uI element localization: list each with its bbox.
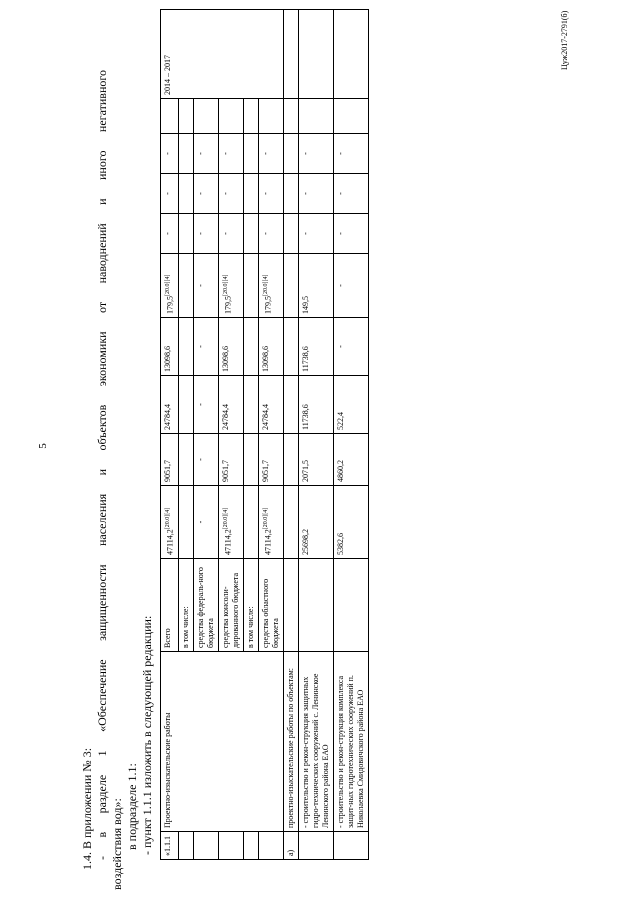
value-cell: - <box>333 214 368 254</box>
value-cell: 9051,7 <box>258 434 283 486</box>
value-cell: - <box>193 434 218 486</box>
value-cell: 13098,6 <box>218 318 243 376</box>
value-cell: 11738,6 <box>298 318 333 376</box>
table-row <box>298 10 333 860</box>
value-cell: - <box>258 174 283 214</box>
item-name: - строительство и рекон-струкция защитных гидро-технических сооружений с. Ленинское Ленинского района ЕАО <box>298 652 333 832</box>
value-cell: 9051,7 <box>218 434 243 486</box>
value-cell: - <box>258 214 283 254</box>
value-cell: 13098,6 <box>258 318 283 376</box>
value-cell: 13098,6 <box>161 318 179 376</box>
value-cell: - <box>298 134 333 174</box>
value-cell: - <box>161 214 179 254</box>
value-cell: 11738,6 <box>298 376 333 434</box>
intro-text <box>80 70 155 890</box>
intro-line-5: - пункт 1.1.1 изложить в следующей редакции: <box>140 615 154 855</box>
empty-cell <box>161 99 179 134</box>
empty-cell <box>218 832 243 860</box>
funding-source: средства консоли-дированного бюджета <box>218 559 243 652</box>
rotated-page-content <box>10 20 630 890</box>
item-name: Проектно-изыскательские работы <box>161 652 284 832</box>
value-cell: - <box>193 214 218 254</box>
value-cell: 24784,4 <box>218 376 243 434</box>
value-cell: 47114,2[20.0][4] <box>258 486 283 559</box>
value-cell: - <box>218 214 243 254</box>
value-cell: - <box>218 174 243 214</box>
funding-source: в том числе: <box>243 559 258 652</box>
intro-line-2: - в разделе 1 «Обеспечение защищенности населения и объектов экономики от наводнений и иного негативного <box>95 70 109 860</box>
value-cell: - <box>193 254 218 318</box>
item-name: проектно-изыскательские работы по объектам: <box>283 652 298 832</box>
value-cell: 5382,6 <box>333 486 368 559</box>
empty-cell <box>243 832 258 860</box>
value-cell: - <box>193 376 218 434</box>
value-cell: 179,5[20.0][4] <box>161 254 179 318</box>
value-cell: 47114,2[20.0][4] <box>218 486 243 559</box>
intro-line-4: в подразделе 1.1: <box>125 763 139 850</box>
value-cell: 24784,4 <box>258 376 283 434</box>
item-name: - строительство и рекон-струкция комплекса защит-ных гидротехнических сооружений п. Николаевка Смидовичского района ЕАО <box>333 652 368 832</box>
value-cell: - <box>193 134 218 174</box>
empty-cell <box>178 832 193 860</box>
document-reference: Цуж2017-2791(б) <box>560 10 569 70</box>
row-number: а) <box>283 832 298 860</box>
value-cell: - <box>333 254 368 318</box>
value-cell: 9051,7 <box>161 434 179 486</box>
funding-source: средства федераль-ного бюджета <box>193 559 218 652</box>
value-cell: - <box>218 134 243 174</box>
value-cell: - <box>193 174 218 214</box>
value-cell: - <box>298 214 333 254</box>
value-cell: 47114,2[20.0][4] <box>161 486 179 559</box>
intro-line-3: воздействия вод»: <box>110 798 124 890</box>
funding-source: Всего <box>161 559 179 652</box>
empty-cell <box>193 832 218 860</box>
table-row <box>283 10 298 860</box>
row-number: «1.1.1 <box>161 832 179 860</box>
value-cell: 2071,5 <box>298 434 333 486</box>
value-cell: - <box>161 174 179 214</box>
value-cell: - <box>193 318 218 376</box>
value-cell: 179,5[20.0][4] <box>258 254 283 318</box>
page-number: 5 <box>36 443 49 449</box>
value-cell: 24784,4 <box>161 376 179 434</box>
value-cell: - <box>333 318 368 376</box>
value-cell: 4860,2 <box>333 434 368 486</box>
funding-table <box>160 9 369 860</box>
funding-source: в том числе: <box>178 559 193 652</box>
value-cell: - <box>298 174 333 214</box>
value-cell: - <box>193 486 218 559</box>
period-cell: 2014 – 2017 <box>161 10 284 99</box>
intro-line-1: 1.4. В приложении № 3: <box>80 747 94 870</box>
value-cell: 149,5 <box>298 254 333 318</box>
funding-source: средства областного бюджета <box>258 559 283 652</box>
table-row <box>161 10 179 860</box>
value-cell: - <box>333 134 368 174</box>
value-cell: 25698,2 <box>298 486 333 559</box>
value-cell: 179,5[20.0][4] <box>218 254 243 318</box>
value-cell: 522,4 <box>333 376 368 434</box>
value-cell: - <box>258 134 283 174</box>
value-cell: - <box>333 174 368 214</box>
value-cell: - <box>161 134 179 174</box>
table-row <box>333 10 368 860</box>
empty-cell <box>258 832 283 860</box>
